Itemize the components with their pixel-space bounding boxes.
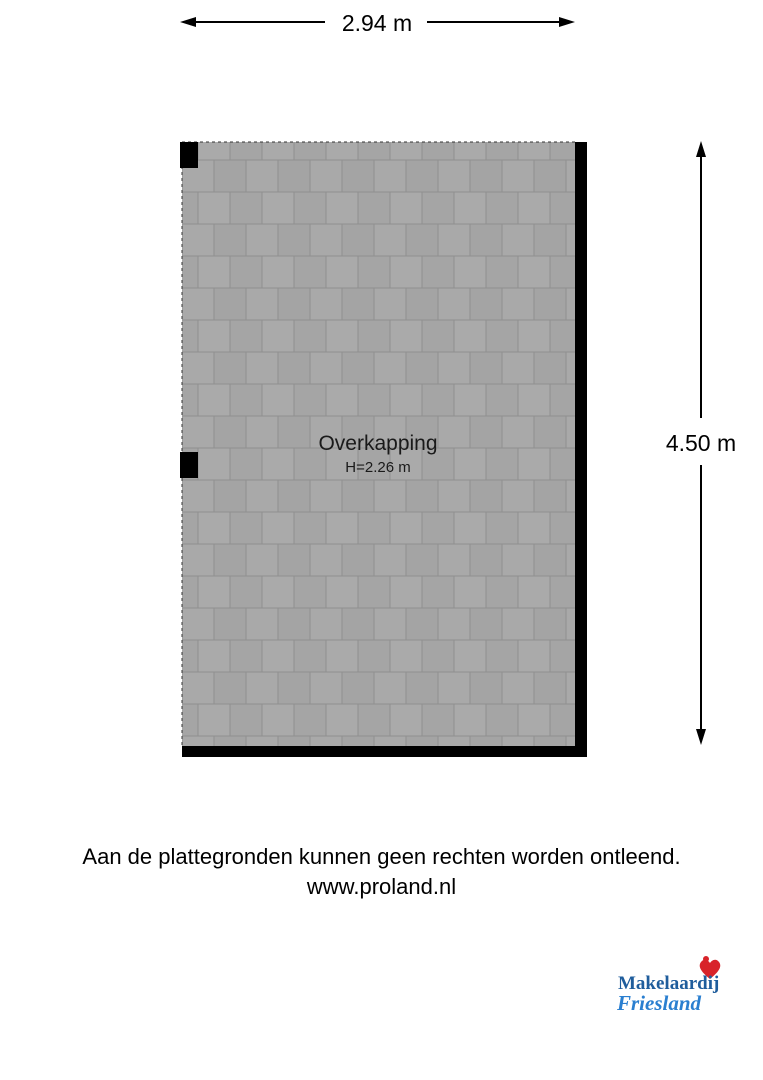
wall-bottom	[182, 746, 587, 757]
wall-right	[575, 142, 587, 757]
width-dimension	[180, 10, 575, 36]
room-name: Overkapping	[318, 432, 438, 455]
height-dimension	[666, 141, 736, 745]
height-label: 4.50 m	[665, 430, 737, 456]
width-label: 2.94 m	[341, 10, 413, 36]
website-text: www.proland.nl	[306, 874, 457, 899]
disclaimer-text: Aan de plattegronden kunnen geen rechten worden ontleend.	[82, 844, 681, 869]
logo-line2: Friesland	[617, 991, 702, 1015]
makelaardij-friesland-logo	[612, 955, 742, 1025]
logo-line1: Makelaardij	[618, 973, 720, 994]
post-middle	[180, 452, 198, 478]
post-top	[180, 142, 198, 168]
room-height: H=2.26 m	[345, 459, 411, 476]
